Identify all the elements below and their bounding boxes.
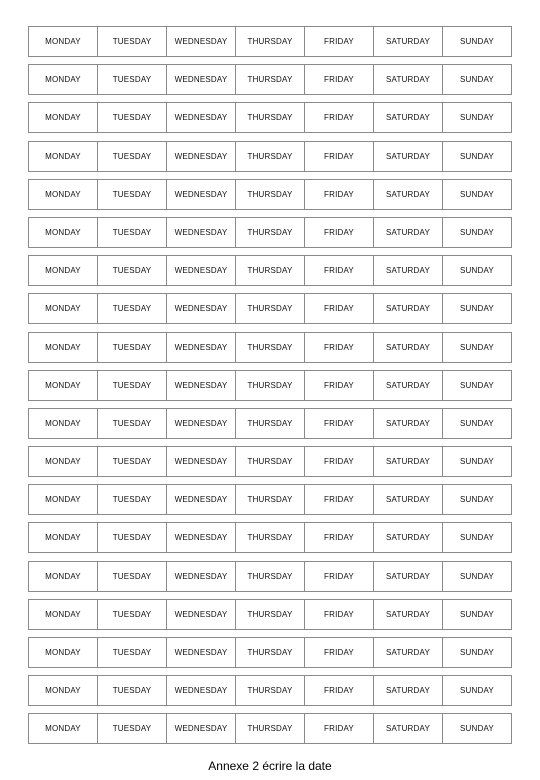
day-cell-wednesday: WEDNESDAY: [167, 333, 236, 362]
day-cell-saturday: SATURDAY: [374, 142, 443, 171]
day-cell-saturday: SATURDAY: [374, 562, 443, 591]
day-cell-sunday: SUNDAY: [460, 380, 494, 390]
day-cell-sunday: SUNDAY: [460, 533, 494, 543]
day-cell-wednesday: WEDNESDAY: [167, 676, 236, 705]
day-cell-wednesday: WEDNESDAY: [167, 371, 236, 400]
day-cell-sunday: SUNDAY: [460, 686, 494, 696]
day-cell-saturday: SATURDAY: [374, 333, 443, 362]
day-cell-sunday: SUNDAY: [460, 342, 494, 352]
day-cell-thursday: THURSDAY: [236, 180, 305, 209]
day-cell-monday: MONDAY: [29, 142, 98, 171]
day-cell-saturday: SATURDAY: [374, 103, 443, 132]
day-strip: [28, 637, 512, 668]
day-cell-friday: FRIDAY: [305, 638, 374, 667]
day-cell-thursday: THURSDAY: [236, 562, 305, 591]
day-cell-tuesday: TUESDAY: [98, 142, 167, 171]
day-strip: [28, 675, 512, 706]
day-cell-wednesday: WEDNESDAY: [167, 218, 236, 247]
day-cell-tuesday: TUESDAY: [98, 333, 167, 362]
day-cell-sunday: SUNDAY: [460, 304, 494, 314]
day-strip: [28, 26, 512, 57]
day-cell-tuesday: TUESDAY: [98, 180, 167, 209]
day-cell-sunday: SUNDAY: [460, 724, 494, 734]
day-cell-saturday: SATURDAY: [374, 294, 443, 323]
day-cell-monday: MONDAY: [29, 256, 98, 285]
day-cell-thursday: THURSDAY: [236, 409, 305, 438]
day-strip: [28, 370, 512, 401]
day-strips-sheet: [28, 26, 512, 752]
day-cell-sunday: SUNDAY: [460, 189, 494, 199]
day-cell-tuesday: TUESDAY: [98, 485, 167, 514]
day-cell-thursday: THURSDAY: [236, 676, 305, 705]
day-strip: [28, 561, 512, 592]
day-cell-saturday: SATURDAY: [374, 371, 443, 400]
page-caption: Annexe 2 écrire la date: [208, 759, 332, 773]
day-strip: [28, 102, 512, 133]
day-strip: [28, 64, 512, 95]
day-cell-monday: MONDAY: [29, 600, 98, 629]
day-strip: [28, 522, 512, 553]
day-cell-friday: FRIDAY: [305, 142, 374, 171]
day-strip: [28, 713, 512, 744]
day-cell-sunday: SUNDAY: [460, 648, 494, 657]
day-cell-thursday: THURSDAY: [236, 294, 305, 323]
day-cell-thursday: THURSDAY: [236, 485, 305, 514]
day-cell-friday: FRIDAY: [305, 562, 374, 591]
day-cell-wednesday: WEDNESDAY: [167, 409, 236, 438]
day-cell-wednesday: WEDNESDAY: [167, 638, 236, 667]
day-cell-tuesday: TUESDAY: [98, 65, 167, 94]
day-cell-saturday: SATURDAY: [374, 409, 443, 438]
day-cell-thursday: THURSDAY: [236, 371, 305, 400]
day-cell-tuesday: TUESDAY: [98, 103, 167, 132]
day-cell-tuesday: TUESDAY: [98, 447, 167, 476]
day-cell-saturday: SATURDAY: [374, 180, 443, 209]
day-cell-saturday: SATURDAY: [374, 27, 443, 56]
day-cell-friday: FRIDAY: [305, 65, 374, 94]
day-cell-tuesday: TUESDAY: [98, 562, 167, 591]
day-cell-tuesday: TUESDAY: [98, 294, 167, 323]
day-cell-friday: FRIDAY: [305, 103, 374, 132]
day-cell-tuesday: TUESDAY: [98, 371, 167, 400]
day-cell-tuesday: TUESDAY: [98, 27, 167, 56]
day-strip: [28, 446, 512, 477]
day-cell-thursday: THURSDAY: [236, 27, 305, 56]
day-cell-monday: MONDAY: [29, 180, 98, 209]
day-cell-saturday: SATURDAY: [374, 256, 443, 285]
day-cell-monday: MONDAY: [29, 409, 98, 438]
day-cell-saturday: SATURDAY: [374, 676, 443, 705]
day-cell-friday: FRIDAY: [305, 256, 374, 285]
day-cell-thursday: THURSDAY: [236, 65, 305, 94]
day-cell-monday: MONDAY: [29, 638, 98, 667]
day-strip: [28, 217, 512, 248]
day-cell-tuesday: TUESDAY: [98, 714, 167, 743]
day-cell-saturday: SATURDAY: [374, 638, 443, 667]
day-cell-sunday: SUNDAY: [460, 457, 494, 467]
day-cell-thursday: THURSDAY: [236, 142, 305, 171]
day-cell-thursday: THURSDAY: [236, 256, 305, 285]
day-cell-sunday: SUNDAY: [460, 266, 494, 276]
day-cell-saturday: SATURDAY: [374, 714, 443, 743]
day-cell-friday: FRIDAY: [305, 447, 374, 476]
day-cell-saturday: SATURDAY: [374, 600, 443, 629]
day-strip: [28, 408, 512, 439]
day-cell-saturday: SATURDAY: [374, 523, 443, 552]
day-cell-monday: MONDAY: [29, 714, 98, 743]
day-cell-wednesday: WEDNESDAY: [167, 180, 236, 209]
day-cell-monday: MONDAY: [29, 333, 98, 362]
day-strip: [28, 484, 512, 515]
day-cell-monday: MONDAY: [29, 447, 98, 476]
day-cell-sunday: SUNDAY: [460, 151, 494, 161]
day-cell-friday: FRIDAY: [305, 714, 374, 743]
day-cell-monday: MONDAY: [29, 371, 98, 400]
day-cell-saturday: SATURDAY: [374, 485, 443, 514]
day-cell-thursday: THURSDAY: [236, 447, 305, 476]
day-cell-friday: FRIDAY: [305, 27, 374, 56]
day-cell-wednesday: WEDNESDAY: [167, 600, 236, 629]
day-cell-friday: FRIDAY: [305, 371, 374, 400]
day-cell-monday: MONDAY: [29, 523, 98, 552]
day-cell-wednesday: WEDNESDAY: [167, 485, 236, 514]
day-cell-thursday: THURSDAY: [236, 523, 305, 552]
day-cell-friday: FRIDAY: [305, 485, 374, 514]
day-cell-friday: FRIDAY: [305, 600, 374, 629]
day-strip: [28, 332, 512, 363]
day-cell-saturday: SATURDAY: [374, 447, 443, 476]
day-strip: [28, 179, 512, 210]
day-cell-friday: FRIDAY: [305, 180, 374, 209]
day-cell-wednesday: WEDNESDAY: [167, 523, 236, 552]
day-cell-saturday: SATURDAY: [374, 218, 443, 247]
day-cell-wednesday: WEDNESDAY: [167, 65, 236, 94]
day-cell-sunday: SUNDAY: [460, 609, 494, 619]
day-cell-wednesday: WEDNESDAY: [167, 714, 236, 743]
day-cell-wednesday: WEDNESDAY: [167, 256, 236, 285]
day-cell-friday: FRIDAY: [305, 523, 374, 552]
day-cell-tuesday: TUESDAY: [98, 256, 167, 285]
day-cell-thursday: THURSDAY: [236, 218, 305, 247]
day-cell-wednesday: WEDNESDAY: [167, 103, 236, 132]
day-cell-thursday: THURSDAY: [236, 600, 305, 629]
day-cell-thursday: THURSDAY: [236, 333, 305, 362]
day-cell-wednesday: WEDNESDAY: [167, 142, 236, 171]
day-cell-monday: MONDAY: [29, 562, 98, 591]
day-cell-thursday: THURSDAY: [236, 103, 305, 132]
day-cell-monday: MONDAY: [29, 27, 98, 56]
day-cell-tuesday: TUESDAY: [98, 638, 167, 667]
day-cell-sunday: SUNDAY: [460, 495, 494, 505]
day-cell-tuesday: TUESDAY: [98, 523, 167, 552]
day-cell-wednesday: WEDNESDAY: [167, 562, 236, 591]
day-cell-sunday: SUNDAY: [460, 113, 494, 123]
day-cell-monday: MONDAY: [29, 103, 98, 132]
day-strip: [28, 599, 512, 630]
day-cell-sunday: SUNDAY: [460, 75, 494, 85]
day-cell-tuesday: TUESDAY: [98, 409, 167, 438]
day-cell-thursday: THURSDAY: [236, 714, 305, 743]
day-cell-friday: FRIDAY: [305, 676, 374, 705]
day-cell-tuesday: TUESDAY: [98, 600, 167, 629]
day-cell-monday: MONDAY: [29, 65, 98, 94]
day-cell-tuesday: TUESDAY: [98, 218, 167, 247]
day-strip: [28, 255, 512, 286]
day-cell-friday: FRIDAY: [305, 218, 374, 247]
day-cell-wednesday: WEDNESDAY: [167, 447, 236, 476]
day-cell-saturday: SATURDAY: [374, 65, 443, 94]
day-cell-sunday: SUNDAY: [460, 571, 494, 581]
day-strip: [28, 141, 512, 172]
day-strip: [28, 293, 512, 324]
day-cell-monday: MONDAY: [29, 294, 98, 323]
day-cell-sunday: SUNDAY: [460, 37, 494, 46]
day-cell-monday: MONDAY: [29, 676, 98, 705]
day-cell-friday: FRIDAY: [305, 294, 374, 323]
day-cell-monday: MONDAY: [29, 218, 98, 247]
day-cell-friday: FRIDAY: [305, 333, 374, 362]
day-cell-thursday: THURSDAY: [236, 638, 305, 667]
day-cell-friday: FRIDAY: [305, 409, 374, 438]
day-cell-sunday: SUNDAY: [460, 418, 494, 428]
day-cell-monday: MONDAY: [29, 485, 98, 514]
day-cell-tuesday: TUESDAY: [98, 676, 167, 705]
day-cell-wednesday: WEDNESDAY: [167, 27, 236, 56]
day-cell-wednesday: WEDNESDAY: [167, 294, 236, 323]
day-cell-sunday: SUNDAY: [460, 227, 494, 237]
